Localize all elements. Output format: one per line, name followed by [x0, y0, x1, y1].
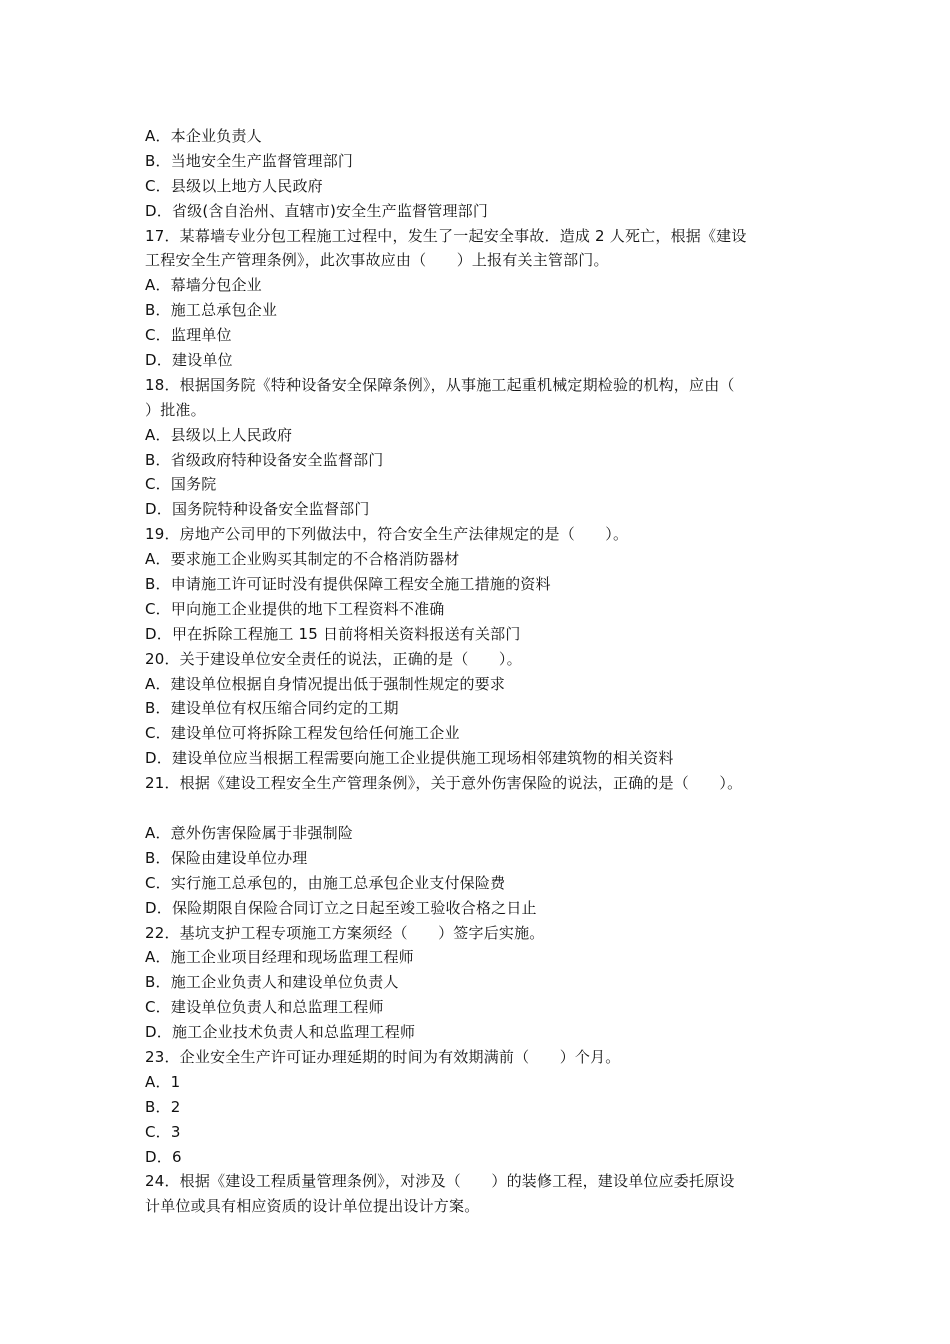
option-line: B．施工企业负责人和建设单位负责人 — [145, 973, 399, 992]
option-line: A．施工企业项目经理和现场监理工程师 — [145, 948, 414, 967]
option-line: A．建设单位根据自身情况提出低于强制性规定的要求 — [145, 674, 506, 693]
option-line: A．1 — [145, 1072, 181, 1091]
blank-line — [145, 796, 825, 821]
option-line: A．本企业负责人 — [145, 127, 262, 145]
option-line: C．建设单位负责人和总监理工程师 — [145, 998, 384, 1017]
option-line: A．县级以上人民政府 — [145, 425, 293, 444]
option-line: D．6 — [145, 1147, 182, 1166]
option-line: C．建设单位可将拆除工程发包给任何施工企业 — [145, 724, 460, 743]
option-line: B．建设单位有权压缩合同约定的工期 — [145, 699, 399, 718]
option-line: C．甲向施工企业提供的地下工程资料不准确 — [145, 599, 445, 618]
option-line: D．保险期限自保险合同订立之日起至竣工验收合格之日止 — [145, 898, 537, 917]
option-line: C．实行施工总承包的，由施工总承包企业支付保险费 — [145, 873, 506, 892]
option-line: D．建设单位 — [145, 351, 233, 370]
question-21: 21．根据《建设工程安全生产管理条例》，关于意外伤害保险的说法，正确的是（ ）。 — [145, 774, 743, 793]
question-24-line-2: 计单位或具有相应资质的设计单位提出设计方案。 — [145, 1197, 480, 1216]
option-line: D．国务院特种设备安全监督部门 — [145, 500, 370, 519]
option-line: B．保险由建设单位办理 — [145, 848, 308, 867]
option-line: C．监理单位 — [145, 326, 232, 345]
option-line: A．意外伤害保险属于非强制险 — [145, 823, 354, 842]
question-23: 23．企业安全生产许可证办理延期的时间为有效期满前（ ）个月。 — [145, 1047, 621, 1066]
option-line: C．3 — [145, 1122, 181, 1141]
question-text-block — [145, 124, 825, 1219]
option-line: C．县级以上地方人民政府 — [145, 176, 323, 195]
question-19: 19．房地产公司甲的下列做法中，符合安全生产法律规定的是（ ）。 — [145, 525, 629, 544]
option-line: B．施工总承包企业 — [145, 301, 278, 320]
option-line: D．省级(含自治州、直辖市)安全生产监督管理部门 — [145, 201, 489, 220]
option-line: D．甲在拆除工程施工 15 日前将相关资料报送有关部门 — [145, 624, 521, 643]
option-line: A．要求施工企业购买其制定的不合格消防器材 — [145, 550, 460, 569]
option-line: B．2 — [145, 1097, 181, 1116]
question-24-line-1: 24．根据《建设工程质量管理条例》，对涉及（ ）的装修工程，建设单位应委托原设 — [145, 1172, 735, 1191]
option-line: B．当地安全生产监督管理部门 — [145, 151, 354, 170]
option-line: D．建设单位应当根据工程需要向施工企业提供施工现场相邻建筑物的相关资料 — [145, 749, 674, 768]
question-20: 20．关于建设单位安全责任的说法，正确的是（ ）。 — [145, 649, 522, 668]
question-17-line-1: 17．某幕墙专业分包工程施工过程中，发生了一起安全事故．造成 2 人死亡，根据《建设 — [145, 226, 747, 245]
option-line: A．幕墙分包企业 — [145, 276, 262, 295]
question-18-line-1: 18．根据国务院《特种设备安全保障条例》，从事施工起重机械定期检验的机构，应由（ — [145, 375, 735, 394]
option-line: B．省级政府特种设备安全监督部门 — [145, 450, 384, 469]
option-line: B．申请施工许可证时没有提供保障工程安全施工措施的资料 — [145, 575, 551, 594]
question-17-line-2: 工程安全生产管理条例》，此次事故应由（ ）上报有关主管部门。 — [145, 251, 609, 270]
question-18-line-2: ）批准。 — [145, 400, 206, 419]
question-22: 22．基坑支护工程专项施工方案须经（ ）签字后实施。 — [145, 923, 545, 942]
option-line: C．国务院 — [145, 475, 217, 494]
option-line: D．施工企业技术负责人和总监理工程师 — [145, 1023, 416, 1042]
